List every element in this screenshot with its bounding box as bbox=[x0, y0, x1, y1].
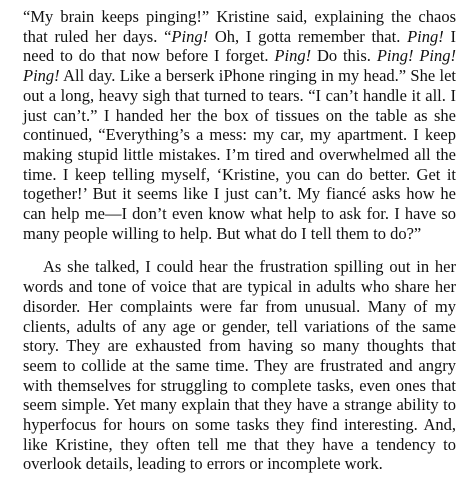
paragraph-1-run: Oh, I gotta remember that. bbox=[208, 26, 408, 46]
paragraph-2 bbox=[23, 257, 456, 474]
paragraph-1-run-italic: Ping! bbox=[171, 26, 209, 46]
paragraph-1-run: All day. Like a berserk iPhone ringing in my head.” She let out a long, heavy sigh that turned to tears. “I can’t handle it all. I just can’t.” I handed her the box of tissues on the table as she continued, “Everything’s a mess: my car, my apartment. I keep making stupid little mistakes. I’m tired and overwhelmed all the time. I keep telling myself, ‘Kristine, you can do better. Get it together!’ But it seems like I just can’t. My fiancé asks how he can help me—I don’t even know what help to ask for. I have so many people willing to help. But what do I tell them to do?” bbox=[23, 66, 456, 243]
paragraph-1-run-italic: Ping! bbox=[274, 46, 312, 66]
paragraph-1 bbox=[23, 7, 456, 243]
paragraph-1-run-italic: Ping! Ping! Ping! bbox=[23, 46, 456, 86]
paragraph-1-run: I need to do that now before I forget. bbox=[23, 26, 457, 66]
paragraph-1-run: “My brain keeps pinging!” Kristine said, explaining the chaos that ruled her days. “ bbox=[23, 7, 456, 46]
paragraph-2-run: As she talked, I could hear the frustration spilling out in her words and tone of voice that are typical in adults who share her disorder. Her complaints were far from unusual. Many of my clients, adults of any age or gender, tell variations of the same story. They are exhausted from having so many thoughts that seem to collide at the same time. They are frustrated and angry with themselves for struggling to complete tasks, even ones that seem simple. Yet many explain that they have a strange ability to hyperfocus for hours on some tasks they find interesting. And, like Kristine, they often tell me that they have a tendency to overlook details, leading to errors or incomplete work. bbox=[23, 257, 456, 474]
paragraph-1-run-italic: Ping! bbox=[407, 26, 444, 46]
paragraph-1-run: Do this. bbox=[311, 46, 377, 66]
